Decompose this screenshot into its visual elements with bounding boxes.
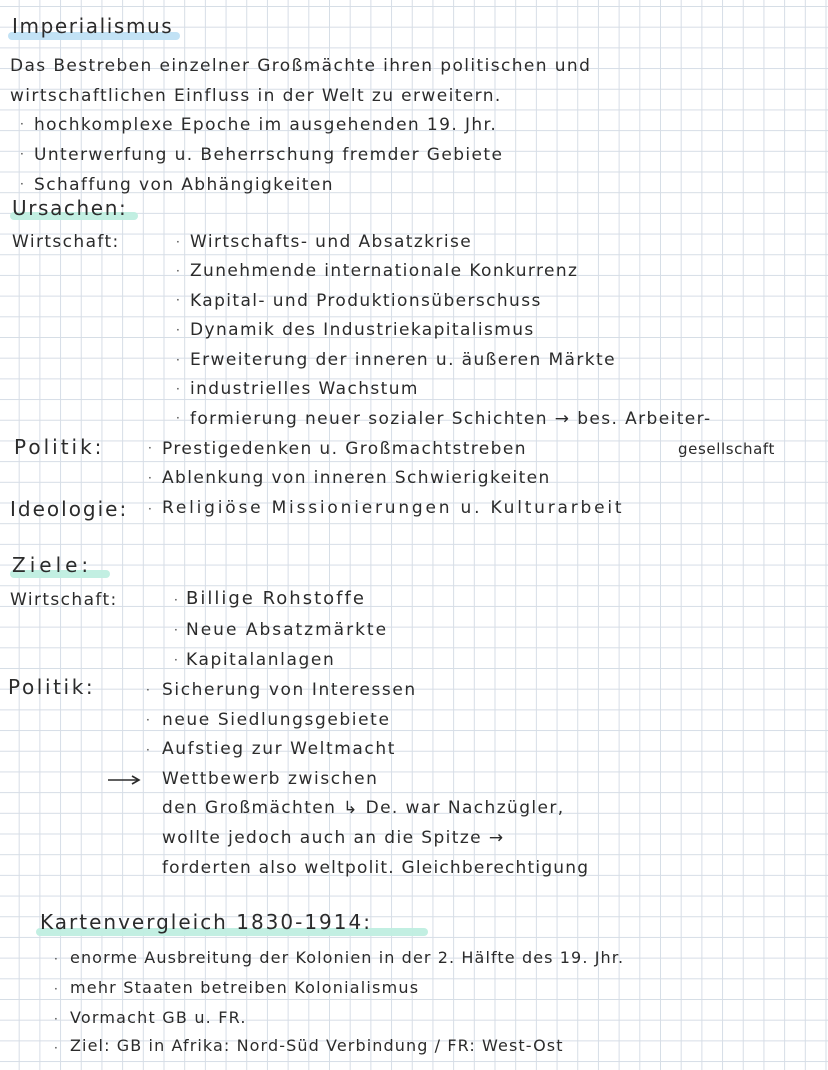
- bullet-dot: ·: [174, 593, 178, 607]
- causes-economy-continuation: gesellschaft: [678, 440, 775, 458]
- intro-bullet-2: Unterwerfung u. Beherrschung fremder Gebiete: [34, 145, 504, 165]
- goals-economy-item-2: Neue Absatzmärkte: [186, 620, 389, 640]
- bullet-dot: ·: [146, 713, 150, 727]
- competition-line-1: den Großmächten ↳ De. war Nachzügler,: [162, 798, 565, 818]
- page-title: Imperialismus: [12, 14, 174, 38]
- competition-line-2: wollte jedoch auch an die Spitze →: [162, 828, 505, 848]
- goals-politics-item-3: Aufstieg zur Weltmacht: [162, 739, 397, 759]
- goals-economy-item-1: Billige Rohstoffe: [186, 588, 366, 609]
- arrow-right-icon: [108, 775, 142, 785]
- bullet-dot: ·: [148, 441, 152, 455]
- bullet-dot: ·: [20, 147, 24, 161]
- definition-line-2: wirtschaftlichen Einfluss in der Welt zu erweitern.: [10, 86, 502, 106]
- bullet-dot: ·: [176, 411, 180, 425]
- bullet-dot: ·: [176, 353, 180, 367]
- bullet-dot: ·: [174, 623, 178, 637]
- goals-politics-label: Politik:: [8, 675, 96, 699]
- definition-line-1: Das Bestreben einzelner Großmächte ihren politischen und: [10, 56, 592, 76]
- map-comparison-heading: Kartenvergleich 1830-1914:: [40, 910, 372, 934]
- causes-ideology-label: Ideologie:: [10, 497, 129, 521]
- causes-economy-item-2: Zunehmende internationale Konkurrenz: [190, 261, 579, 281]
- goals-politics-item-1: Sicherung von Interessen: [162, 680, 417, 700]
- bullet-dot: ·: [54, 1012, 58, 1026]
- causes-economy-item-7: formierung neuer sozialer Schichten → bes. Arbeiter-: [190, 409, 712, 429]
- map-item-2: mehr Staaten betreiben Kolonialismus: [70, 978, 420, 997]
- causes-economy-item-5: Erweiterung der inneren u. äußeren Märkte: [190, 350, 616, 370]
- causes-politics-label: Politik:: [14, 435, 105, 459]
- causes-economy-item-3: Kapital- und Produktionsüberschuss: [190, 291, 542, 311]
- bullet-dot: ·: [146, 683, 150, 697]
- bullet-dot: ·: [176, 293, 180, 307]
- bullet-dot: ·: [176, 235, 180, 249]
- causes-economy-item-6: industrielles Wachstum: [190, 379, 419, 399]
- causes-economy-item-4: Dynamik des Industriekapitalismus: [190, 320, 535, 340]
- bullet-dot: ·: [148, 502, 152, 516]
- competition-line-3: forderten also weltpolit. Gleichberechtigung: [162, 858, 590, 878]
- goals-economy-item-3: Kapitalanlagen: [186, 650, 336, 670]
- bullet-dot: ·: [176, 323, 180, 337]
- causes-economy-item-1: Wirtschafts- und Absatzkrise: [190, 232, 473, 252]
- bullet-dot: ·: [20, 117, 24, 131]
- goals-economy-label: Wirtschaft:: [10, 590, 118, 610]
- goals-politics-item-2: neue Siedlungsgebiete: [162, 710, 391, 730]
- bullet-dot: ·: [54, 982, 58, 996]
- bullet-dot: ·: [146, 743, 150, 757]
- intro-bullet-3: Schaffung von Abhängigkeiten: [34, 175, 334, 195]
- bullet-dot: ·: [20, 177, 24, 191]
- bullet-dot: ·: [174, 653, 178, 667]
- bullet-dot: ·: [148, 471, 152, 485]
- map-item-1: enorme Ausbreitung der Kolonien in der 2. Hälfte des 19. Jhr.: [70, 948, 625, 967]
- causes-heading: Ursachen:: [12, 196, 128, 220]
- causes-economy-label: Wirtschaft:: [12, 232, 120, 252]
- bullet-dot: ·: [54, 1041, 58, 1055]
- causes-ideology-item-1: Religiöse Missionierungen u. Kulturarbeit: [162, 498, 625, 518]
- map-item-4: Ziel: GB in Afrika: Nord-Süd Verbindung / FR: West-Ost: [70, 1036, 564, 1055]
- intro-bullet-1: hochkomplexe Epoche im ausgehenden 19. Jhr.: [34, 115, 498, 135]
- goals-politics-item-4: Wettbewerb zwischen: [162, 769, 379, 789]
- bullet-dot: ·: [176, 382, 180, 396]
- bullet-dot: ·: [54, 952, 58, 966]
- goals-heading: Ziele:: [12, 553, 93, 577]
- bullet-dot: ·: [176, 264, 180, 278]
- map-item-3: Vormacht GB u. FR.: [70, 1008, 247, 1027]
- causes-politics-item-1: Prestigedenken u. Großmachtstreben: [162, 439, 527, 459]
- causes-politics-item-2: Ablenkung von inneren Schwierigkeiten: [162, 468, 551, 488]
